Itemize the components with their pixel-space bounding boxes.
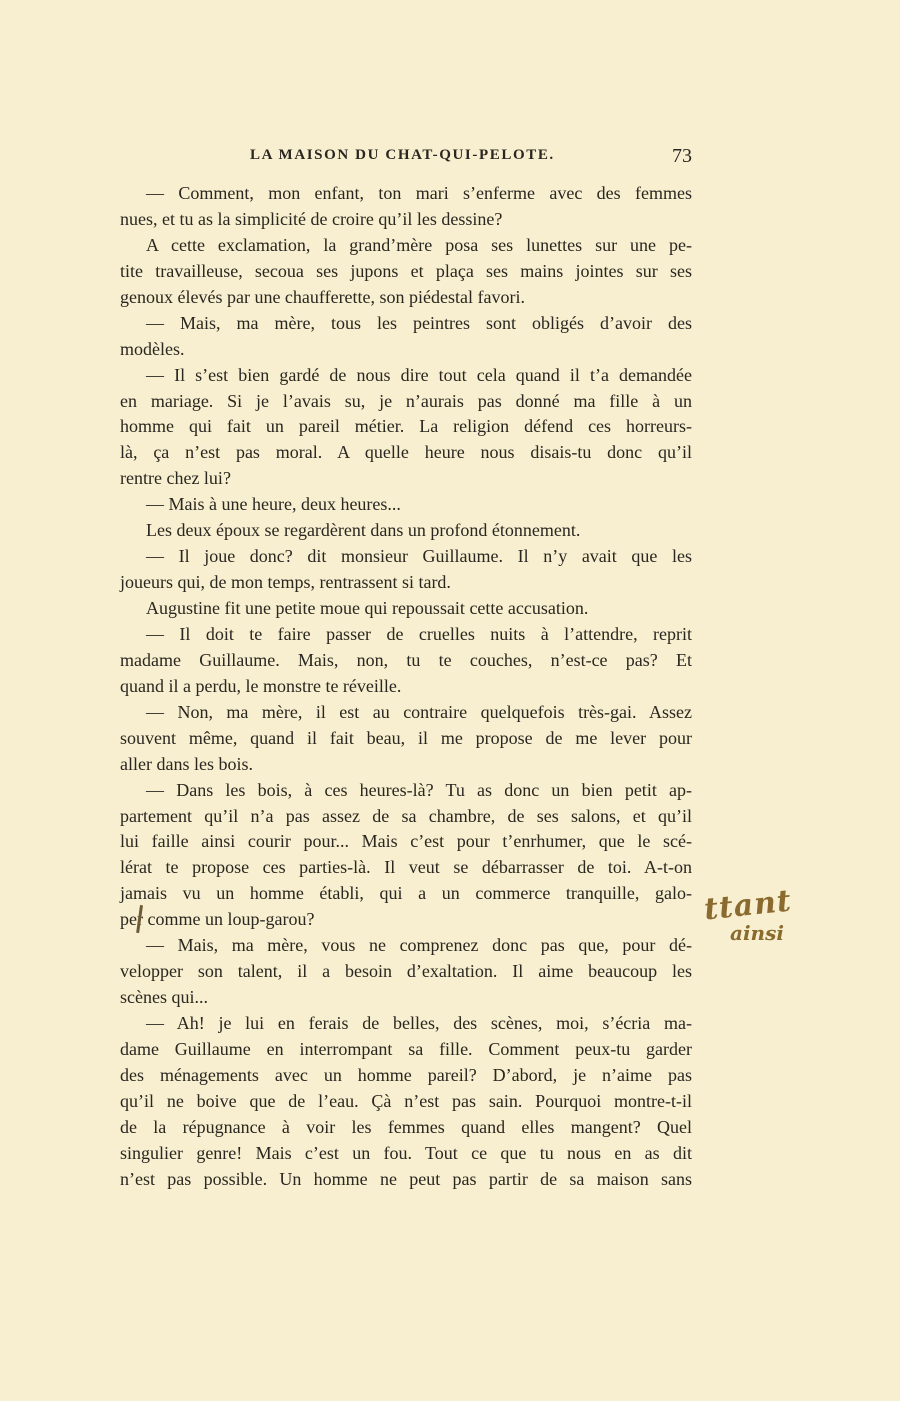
text-line: madame Guillaume. Mais, non, tu te couches, n’est-ce pas? Et <box>120 649 692 670</box>
text-line: A cette exclamation, la grand’mère posa ses lunettes sur une pe- <box>146 234 692 255</box>
text-line: — Non, ma mère, il est au contraire quelquefois très-gai. Assez <box>146 701 692 722</box>
text-line: singulier genre! Mais c’est un fou. Tout ce que tu nous en as dit <box>120 1142 692 1163</box>
running-title: LA MAISON DU CHAT-QUI-PELOTE. <box>250 147 555 163</box>
text-line: — Comment, mon enfant, ton mari s’enferme avec des femmes <box>146 183 692 203</box>
text-line: dame Guillaume en interrompant sa fille. Comment peux-tu garder <box>120 1038 692 1059</box>
text-line: nues, et tu as la simplicité de croire qu’il les dessine? <box>120 208 503 229</box>
text-line: modèles. <box>120 338 185 359</box>
text-line: velopper son talent, il a besoin d’exaltation. Il aime beaucoup les <box>120 961 692 982</box>
text-line: Augustine fit une petite moue qui repoussait cette accusation. <box>146 598 589 618</box>
text-line: des ménagements avec un homme pareil? D’abord, je n’aime pas <box>120 1064 692 1085</box>
text-line: — Il s’est bien gardé de nous dire tout cela quand il t’a demandée <box>146 364 692 385</box>
text-line: là, ça n’est pas moral. A quelle heure nous disais-tu donc qu’il <box>120 442 692 463</box>
text-line: rentre chez lui? <box>120 468 231 489</box>
handwritten-margin-note <box>702 883 794 945</box>
text-line: — Mais, ma mère, tous les peintres sont obligés d’avoir des <box>146 312 692 333</box>
text-line: genoux élevés par une chaufferette, son piédestal favori. <box>120 286 525 307</box>
text-line: — Il doit te faire passer de cruelles nuits à l’attendre, reprit <box>146 623 692 644</box>
text-line: jamais vu un homme établi, qui a un commerce tranquille, galo- <box>120 883 692 904</box>
text-line: lui faille ainsi courir pour... Mais c’est pour t’enrhumer, que le scé- <box>120 831 692 852</box>
text-line: souvent même, quand il fait beau, il me propose de me lever pour <box>120 727 692 748</box>
margin-note-line-2: ainsi <box>730 921 784 945</box>
text-line: — Mais, ma mère, vous ne comprenez donc pas que, pour dé- <box>146 935 692 956</box>
text-line: joueurs qui, de mon temps, rentrassent si tard. <box>120 572 451 593</box>
text-line: per comme un loup-garou? <box>120 909 315 930</box>
text-line: de la répugnance à voir les femmes quand elles mangent? Quel <box>120 1116 692 1137</box>
margin-note-line-1: ttant <box>702 883 794 928</box>
text-line: tite travailleuse, secoua ses jupons et plaça ses mains jointes sur ses <box>120 260 692 281</box>
text-line: n’est pas possible. Un homme ne peut pas partir de sa maison sans <box>120 1168 692 1189</box>
text-line: scènes qui... <box>120 987 208 1008</box>
text-line: — Dans les bois, à ces heures-là? Tu as donc un bien petit ap- <box>146 779 692 800</box>
text-line: en mariage. Si je l’avais su, je n’aurais pas donné ma fille à un <box>120 390 692 411</box>
text-line: — Mais à une heure, deux heures... <box>146 494 401 515</box>
text-line: — Ah! je lui en ferais de belles, des scènes, moi, s’écria ma- <box>146 1013 692 1033</box>
text-line: Les deux époux se regardèrent dans un profond étonnement. <box>146 520 581 541</box>
text-line: quand il a perdu, le monstre te réveille. <box>120 675 402 696</box>
text-line: — Il joue donc? dit monsieur Guillaume. Il n’y avait que les <box>146 546 692 567</box>
text-line: aller dans les bois. <box>120 753 253 774</box>
page-header <box>120 147 692 173</box>
text-line: lérat te propose ces parties-là. Il veut se débarrasser de toi. A-t-on <box>120 857 692 878</box>
text-line: partement qu’il n’a pas assez de sa chambre, de ses salons, et qu’il <box>120 805 692 826</box>
page-number: 73 <box>672 145 692 167</box>
text-line: homme qui fait un pareil métier. La religion défend ces horreurs- <box>120 416 692 437</box>
text-line: qu’il ne boive que de l’eau. Çà n’est pas sain. Pourquoi montre-t-il <box>120 1090 692 1111</box>
body-text <box>120 181 692 1193</box>
